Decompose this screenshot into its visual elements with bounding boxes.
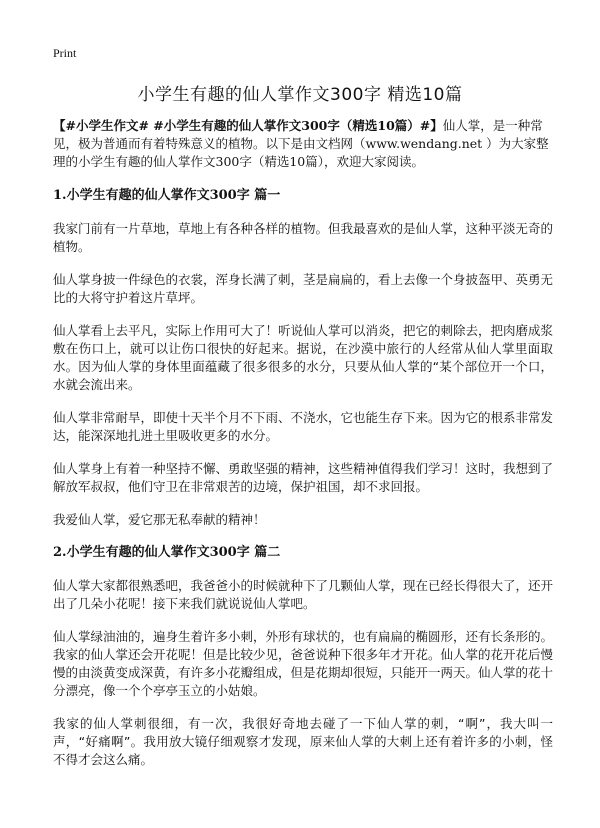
section-1 [53,187,553,529]
section-heading: 2.小学生有趣的仙人掌作文300字 篇二 [53,545,281,560]
document-body [53,117,553,784]
intro-text: 仙人掌，是一种常见，极为普通而有着特殊意义的植物。以下是由文档网（www.wendang.net ）为大家整理的小学生有趣的仙人掌作文300字（精选10篇），欢迎大家阅读。 [53,118,549,169]
section-heading: 1.小学生有趣的仙人掌作文300字 篇一 [53,188,281,203]
intro-paragraph [53,117,553,171]
paragraph: 仙人掌绿油油的，遍身生着许多小刺，外形有球状的，也有扁扁的椭圆形，还有长条形的。我家的仙人掌还会开花呢！但是比较少见，爸爸说种下很多年才开花。仙人掌的花开花后慢慢的由淡黄变成深黄，有许多小花瓣组成，但是花期却很短，只能开一两天。仙人掌的花十分漂亮，像一个个亭亭玉立的小姑娘。 [53,629,554,698]
paragraph: 仙人掌大家都很熟悉吧，我爸爸小的时候就种下了几颗仙人掌，现在已经长得很大了，还开出了几朵小花呢！接下来我们就说说仙人掌吧。 [53,578,554,611]
page-title: 小学生有趣的仙人掌作文300字 精选10篇 [137,85,463,105]
paragraph: 仙人掌看上去平凡，实际上作用可大了！听说仙人掌可以消炎，把它的刺除去，把肉磨成浆敷在伤口上，就可以让伤口很快的好起来。据说，在沙漠中旅行的人经常从仙人掌里面取水。因为仙人掌的身体里面蕴藏了很多很多的水分，只要从仙人掌的“某个部位开一个口，水就会流出来。 [53,323,554,392]
paragraph: 仙人掌身上有着一种坚持不懈、勇敢坚强的精神，这些精神值得我们学习！这时，我想到了解放军叔叔，他们守卫在非常艰苦的边境，保护祖国，却不求回报。 [53,461,554,494]
paragraph: 仙人掌身披一件绿色的衣裳，浑身长满了刺，茎是扁扁的，看上去像一个身披盔甲、英勇无比的大将守护着这片草坪。 [53,272,554,305]
paragraph: 我爱仙人掌，爱它那无私奉献的精神！ [53,512,266,527]
intro-tag: 【#小学生作文# #小学生有趣的仙人掌作文300字（精选10篇）#】 [53,118,443,133]
paragraph: 我家门前有一片草地，草地上有各种各样的植物。但我最喜欢的是仙人掌，这种平淡无奇的植物。 [53,221,554,254]
print-label: Print [53,46,77,60]
paragraph: 我家的仙人掌刺很细，有一次，我很好奇地去碰了一下仙人掌的刺，“啊”，我大叫一声，“好痛啊”。我用放大镜仔细观察才发现，原来仙人掌的大刺上还有着许多的小刺，怪不得才会这么痛。 [53,716,553,767]
paragraph: 仙人掌非常耐旱，即使十天半个月不下雨、不浇水，它也能生存下来。因为它的根系非常发达，能深深地扎进土里吸收更多的水分。 [53,410,554,443]
section-2 [53,544,553,769]
